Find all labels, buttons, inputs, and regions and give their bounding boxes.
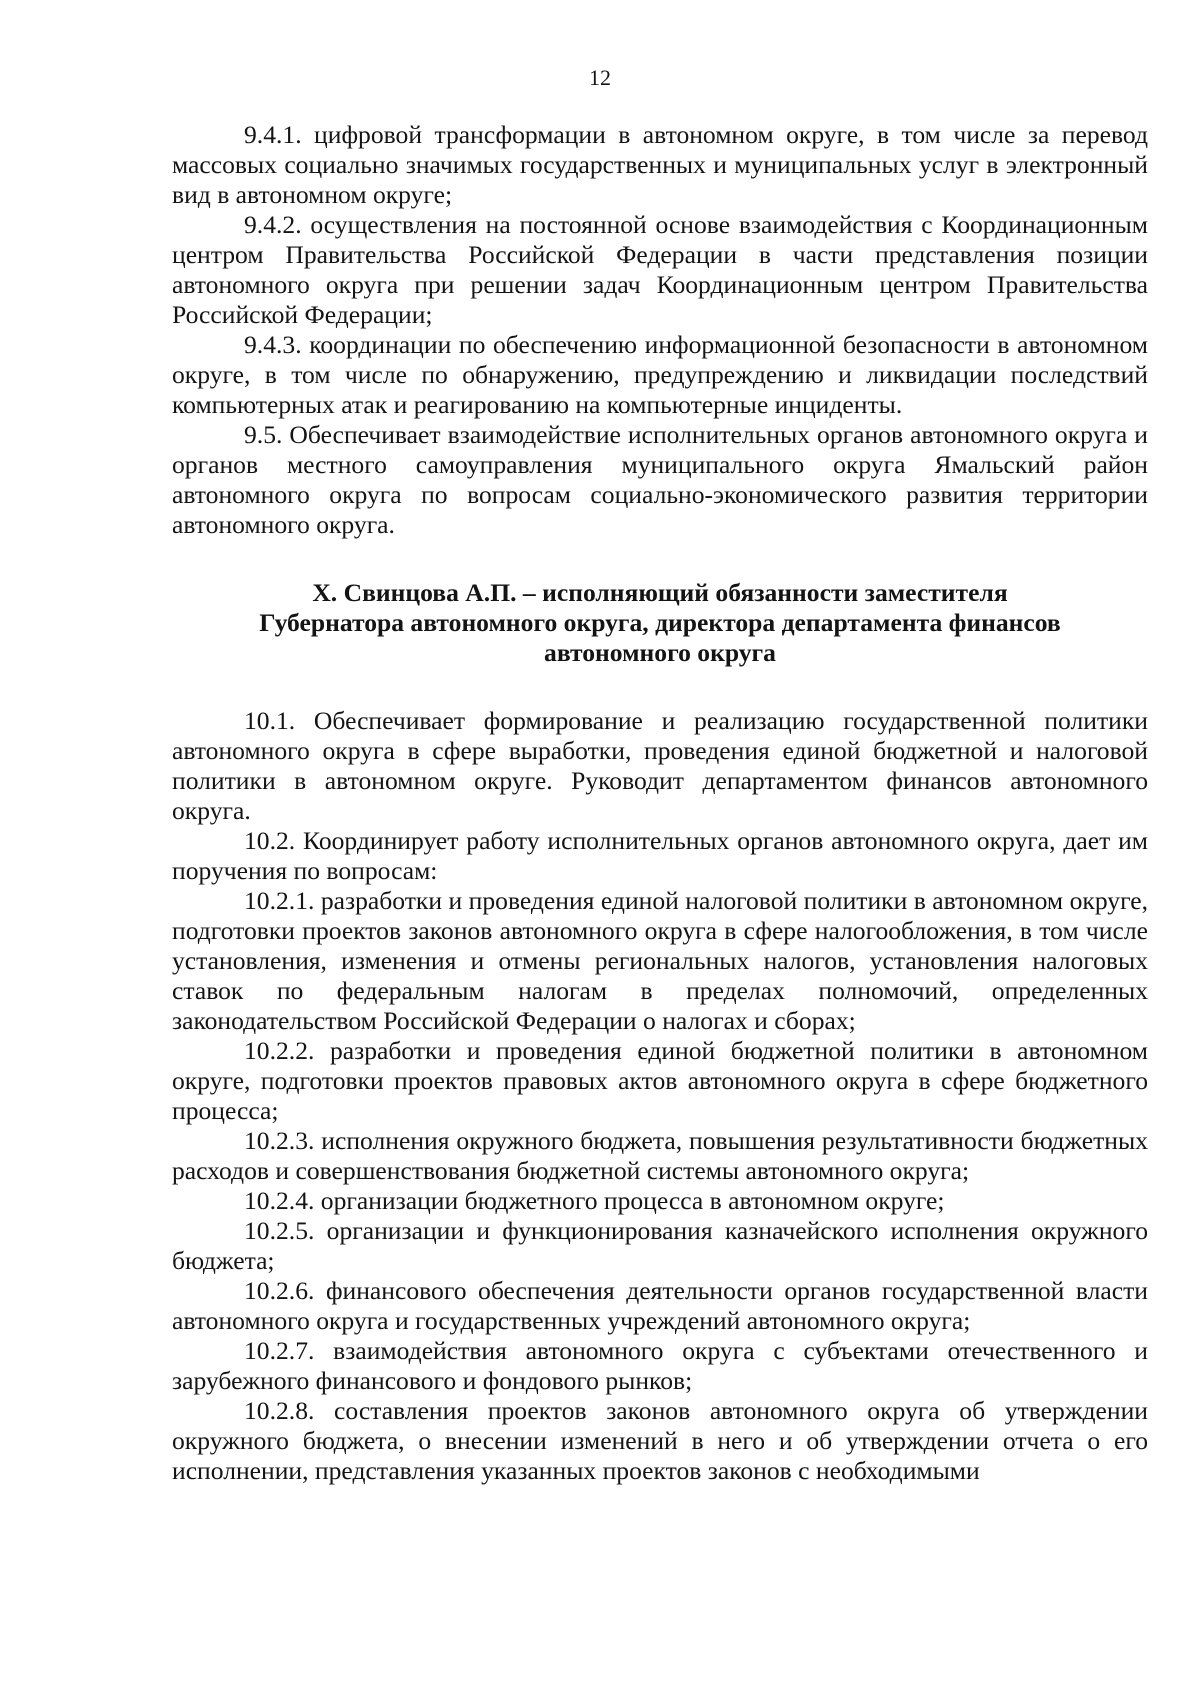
paragraph-10-2-4: 10.2.4. организации бюджетного процесса в автономном округе; <box>244 1186 945 1215</box>
paragraph-9-4-1: 9.4.1. цифровой трансформации в автономном округе, в том числе за перевод массовых социально значимых государственных и муниципальных услуг в электронный вид в автономном округе; <box>172 120 1148 209</box>
paragraph-10-2-6: 10.2.6. финансового обеспечения деятельности органов государственной власти автономного округа и государственных учреждений автономного округа; <box>172 1276 1148 1335</box>
section-heading <box>172 578 1148 668</box>
paragraph-10-2: 10.2. Координирует работу исполнительных органов автономного округа, дает им поручения по вопросам: <box>172 826 1148 885</box>
section-heading-line-2: Губернатора автономного округа, директора департамента финансов <box>259 608 1061 637</box>
section-heading-line-1: X. Свинцова А.П. – исполняющий обязанности заместителя <box>312 578 1008 607</box>
document-body <box>172 120 1148 1486</box>
paragraph-10-2-8: 10.2.8. составления проектов законов автономного округа об утверждении окружного бюджета, о внесении изменений в него и об утверждении отчета о его исполнении, представления указанных проектов законов с необходимыми <box>172 1396 1148 1485</box>
paragraph-10-2-7: 10.2.7. взаимодействия автономного округа с субъектами отечественного и зарубежного финансового и фондового рынков; <box>172 1336 1148 1395</box>
paragraph-9-4-2: 9.4.2. осуществления на постоянной основе взаимодействия с Координационным центром Правительства Российской Федерации в части представления позиции автономного округа при решении задач Координационным центром Правительства Российской Федерации; <box>172 210 1148 329</box>
page-number: 12 <box>589 65 611 90</box>
paragraph-10-2-2: 10.2.2. разработки и проведения единой бюджетной политики в автономном округе, подготовки проектов правовых актов автономного округа в сфере бюджетного процесса; <box>172 1036 1148 1125</box>
paragraph-10-2-3: 10.2.3. исполнения окружного бюджета, повышения результативности бюджетных расходов и совершенствования бюджетной системы автономного округа; <box>172 1126 1148 1185</box>
section-heading-line-3: автономного округа <box>544 638 776 667</box>
paragraph-10-2-5: 10.2.5. организации и функционирования казначейского исполнения окружного бюджета; <box>172 1216 1148 1275</box>
paragraph-9-4-3: 9.4.3. координации по обеспечению информационной безопасности в автономном округе, в том числе по обнаружению, предупреждению и ликвидации последствий компьютерных атак и реагированию на компьютерные инциденты. <box>172 330 1148 419</box>
paragraph-10-1: 10.1. Обеспечивает формирование и реализацию государственной политики автономного округа в сфере выработки, проведения единой бюджетной и налоговой политики в автономном округе. Руководит департаментом финансов автономного округа. <box>172 706 1148 825</box>
paragraph-9-5: 9.5. Обеспечивает взаимодействие исполнительных органов автономного округа и органов местного самоуправления муниципального округа Ямальский район автономного округа по вопросам социально-экономического развития территории автономного округа. <box>172 420 1148 539</box>
paragraph-10-2-1: 10.2.1. разработки и проведения единой налоговой политики в автономном округе, подготовки проектов законов автономного округа в сфере налогообложения, в том числе установления, изменения и отмены региональных налогов, установления налоговых ставок по федеральным налогам в пределах полномочий, определенных законодательством Российской Федерации о налогах и сборах; <box>172 886 1148 1035</box>
